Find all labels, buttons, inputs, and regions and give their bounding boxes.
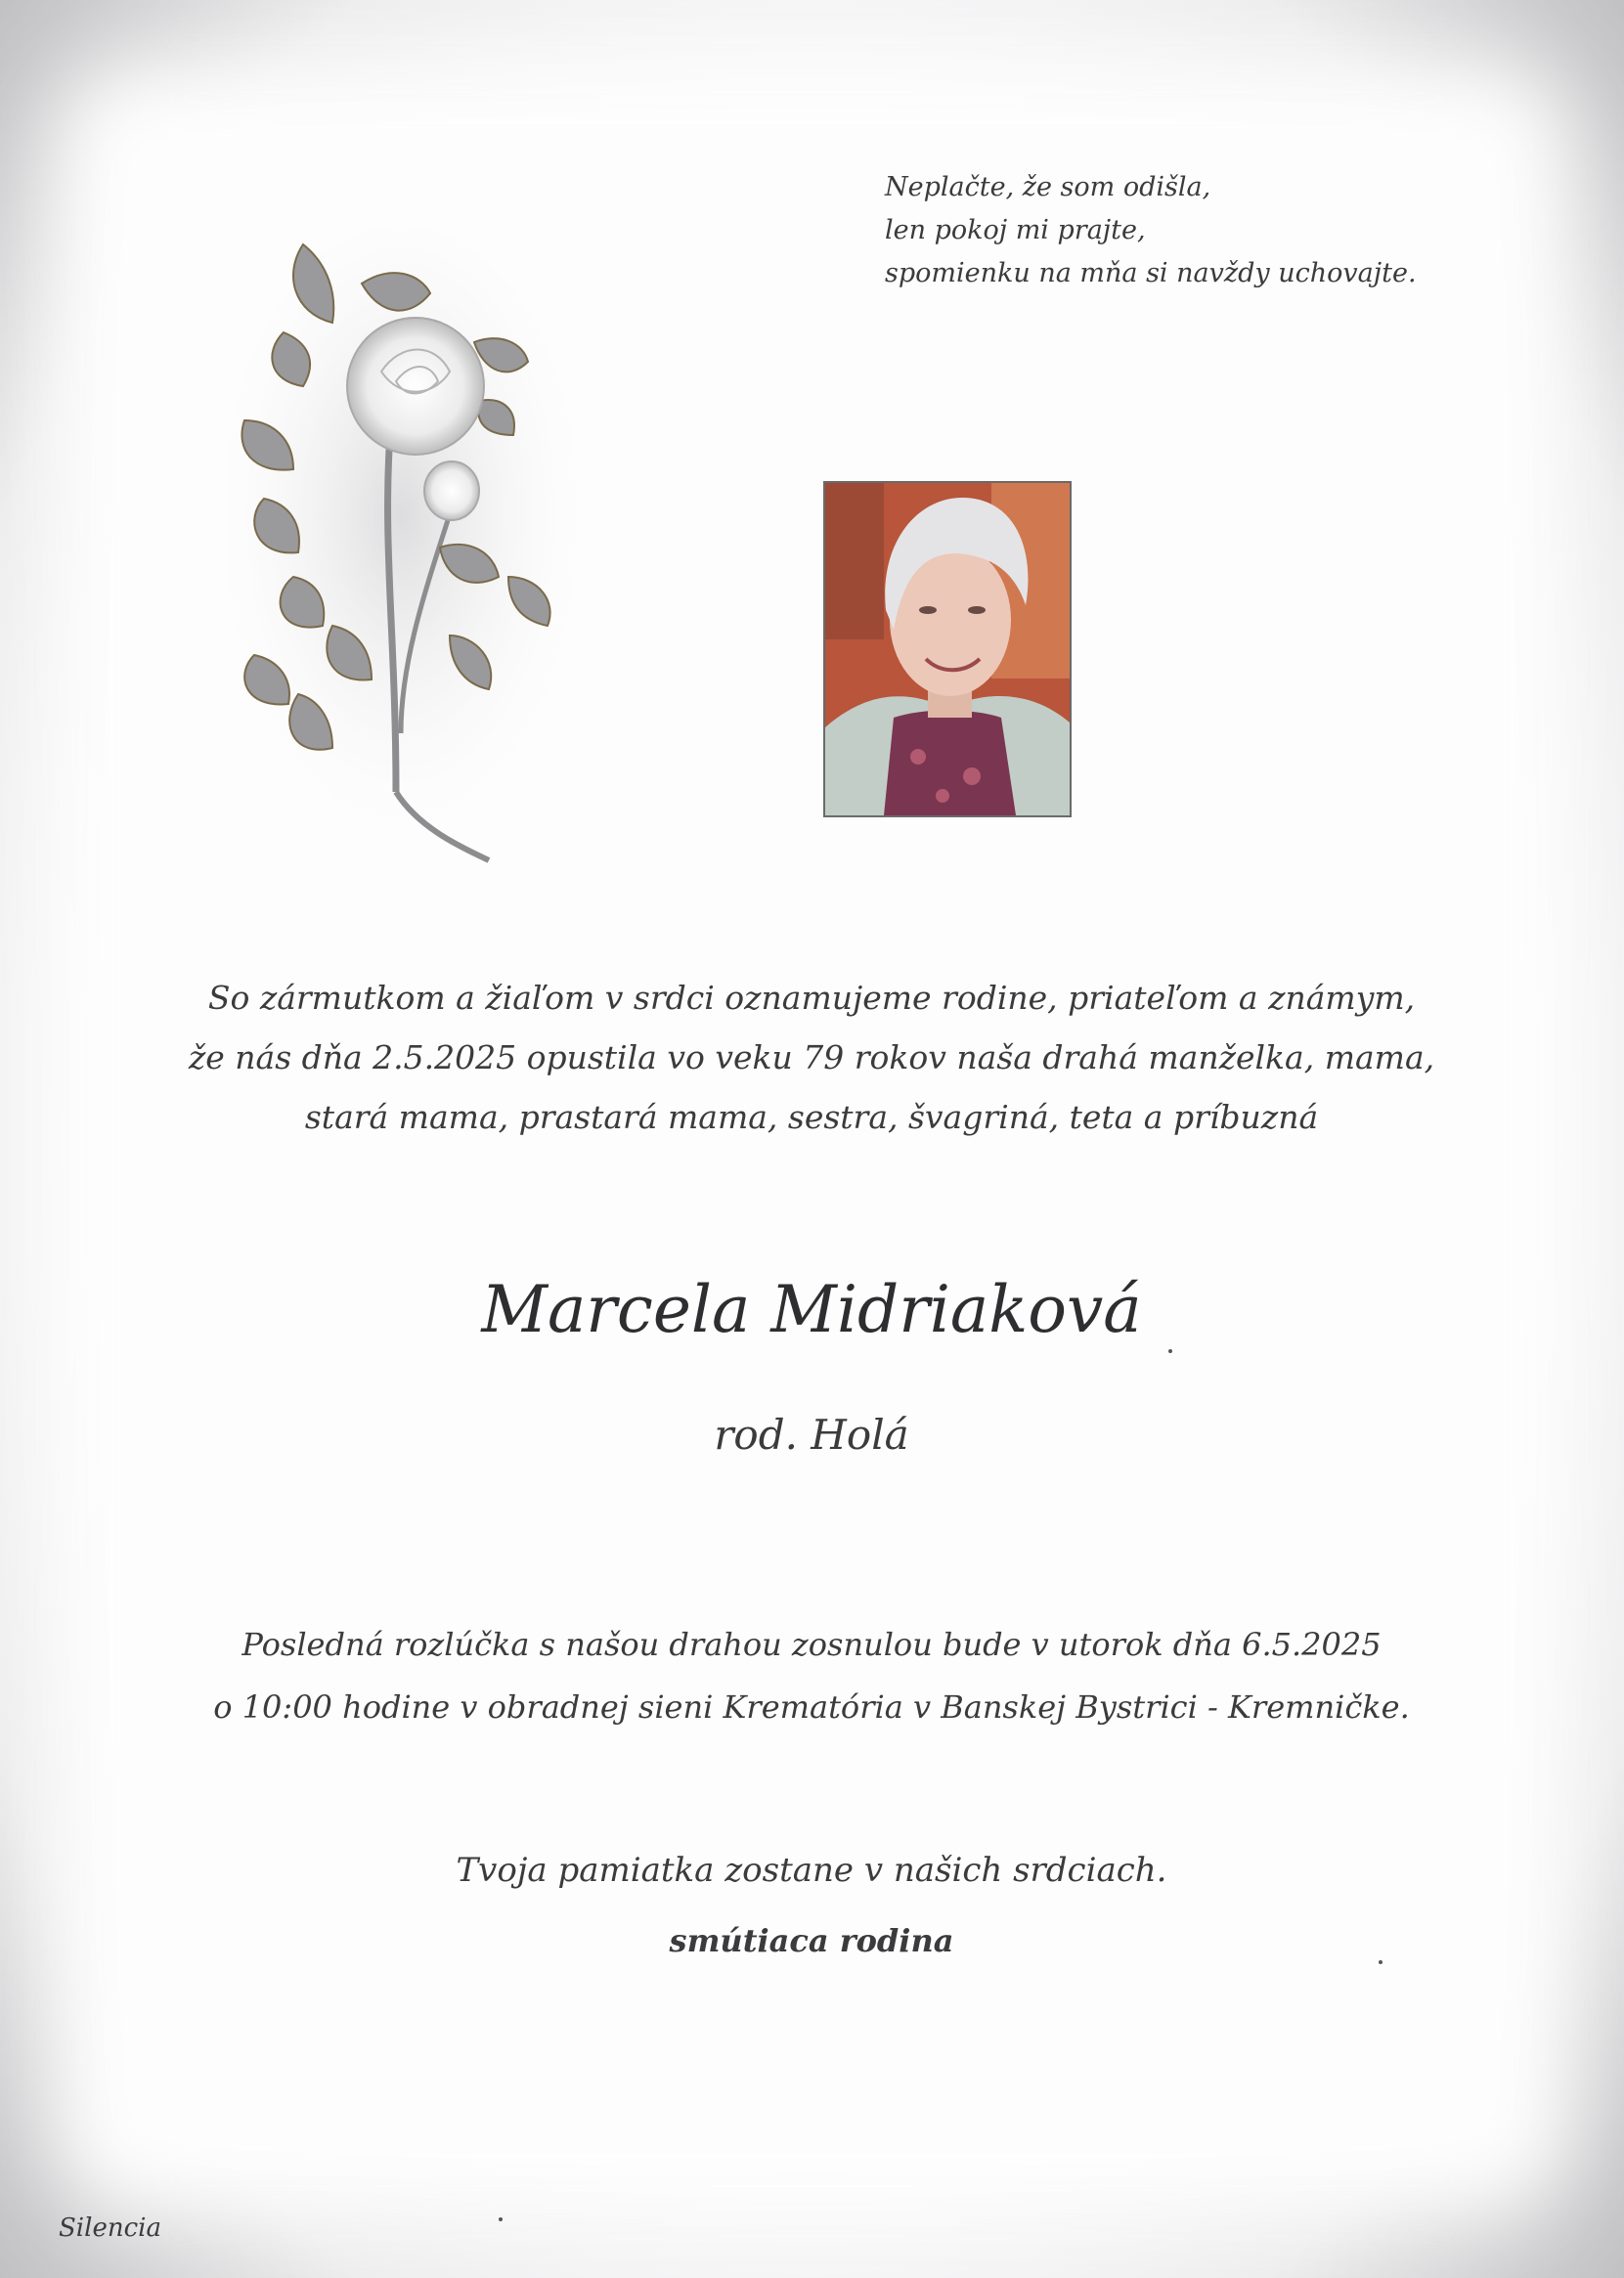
rose-illustration bbox=[225, 225, 596, 890]
announcement bbox=[176, 968, 1447, 1147]
announcement-line: stará mama, prastará mama, sestra, švagriná, teta a príbuzná bbox=[304, 1098, 1319, 1136]
poem-line: Neplačte, že som odišla, bbox=[885, 172, 1211, 202]
maiden-name: rod. Holá bbox=[714, 1411, 909, 1459]
poem bbox=[885, 166, 1471, 295]
announcement-line: že nás dňa 2.5.2025 opustila vo veku 79 rokov naša drahá manželka, mama, bbox=[188, 1038, 1435, 1076]
speck bbox=[1379, 1960, 1383, 1964]
closing-line: Tvoja pamiatka zostane v našich srdciach. bbox=[456, 1851, 1167, 1890]
deceased-name: Marcela Midriaková bbox=[481, 1272, 1142, 1347]
farewell-line: o 10:00 hodine v obradnej sieni Krematória v Banskej Bystrici - Kremničke. bbox=[213, 1688, 1410, 1726]
portrait-photo bbox=[823, 481, 1072, 817]
farewell-line: Posledná rozlúčka s našou drahou zosnulou bude v utorok dňa 6.5.2025 bbox=[241, 1626, 1382, 1663]
announcement-line: So zármutkom a žiaľom v srdci oznamujeme rodine, priateľom a známym, bbox=[207, 979, 1416, 1017]
speck bbox=[499, 2217, 503, 2221]
brand-mark: Silencia bbox=[59, 2213, 161, 2243]
family-signature: smútiaca rodina bbox=[669, 1922, 954, 1959]
farewell-details bbox=[176, 1613, 1447, 1738]
speck bbox=[1168, 1349, 1172, 1353]
poem-line: spomienku na mňa si navždy uchovajte. bbox=[885, 258, 1417, 288]
poem-line: len pokoj mi prajte, bbox=[885, 215, 1146, 245]
